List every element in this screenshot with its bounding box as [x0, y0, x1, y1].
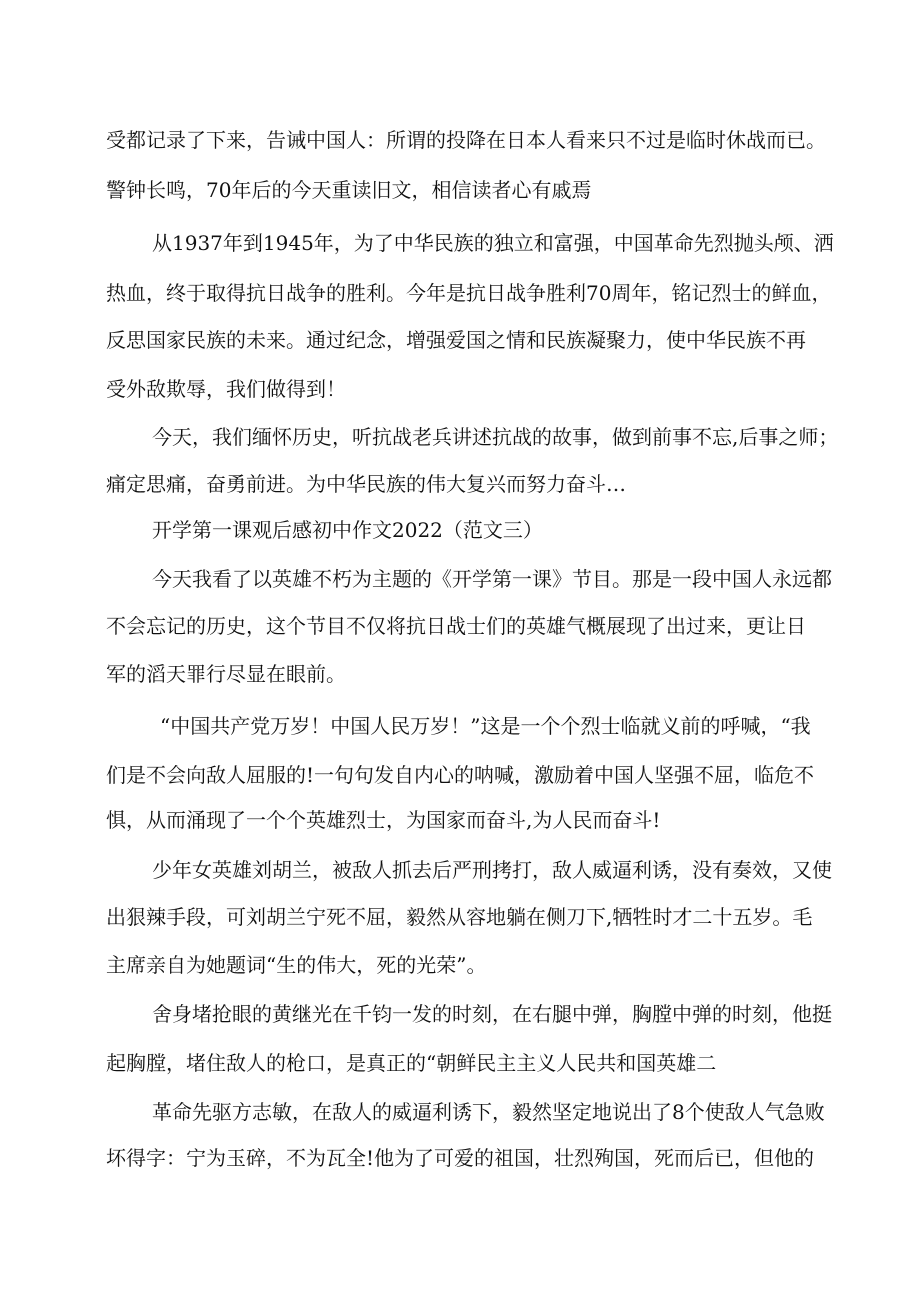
text-line: 痛定思痛，奋勇前进。为中华民族的伟大复兴而努力奋斗…: [106, 472, 626, 496]
text-line: 坏得字：宁为玉碎，不为瓦全!他为了可爱的祖国，壮烈殉国，死而后已，但他的: [106, 1146, 815, 1170]
paragraph-first-line: 革命先驱方志敏，在敌人的威逼利诱下，毅然坚定地说出了8个使敌人气急败: [152, 1100, 825, 1124]
paragraph-first-line: “中国共产党万岁！中国人民万岁！”这是一个个烈士临就义前的呼喊，“我: [160, 714, 811, 738]
text-line: 主席亲自为她题词“生的伟大，死的光荣”。: [106, 953, 487, 977]
text-line: 热血，终于取得抗日战争的胜利。今年是抗日战争胜利70周年，铭记烈士的鲜血，: [106, 281, 832, 305]
text-line: 不会忘记的历史，这个节目不仅将抗日战士们的英雄气概展现了出过来，更让日: [106, 614, 806, 638]
text-line: 起胸膛，堵住敌人的枪口，是真正的“朝鲜民主主义人民共和国英雄二: [106, 1051, 717, 1075]
section-heading: 开学第一课观后感初中作文2022（范文三）: [152, 518, 543, 542]
text-line: 受外敌欺辱，我们做得到！: [106, 377, 346, 401]
text-line: 反思国家民族的未来。通过纪念，增强爱国之情和民族凝聚力，使中华民族不再: [106, 328, 806, 352]
paragraph-first-line: 今天，我们缅怀历史，听抗战老兵讲述抗战的故事，做到前事不忘,后事之师；: [152, 425, 839, 449]
text-line: 受都记录了下来，告诫中国人：所谓的投降在日本人看来只不过是临时休战而已。: [106, 128, 826, 152]
text-line: 警钟长鸣，70年后的今天重读旧文，相信读者心有戚焉: [106, 178, 592, 202]
text-line: 惧，从而涌现了一个个英雄烈士，为国家而奋斗,为人民而奋斗!: [106, 808, 661, 832]
text-line: 们是不会向敌人屈服的!一句句发自内心的呐喊，激励着中国人坚强不屈，临危不: [106, 763, 815, 787]
text-line: 出狠辣手段，可刘胡兰宁死不屈，毅然从容地躺在侧刀下,牺牲时才二十五岁。毛: [106, 905, 813, 929]
paragraph-first-line: 舍身堵抢眼的黄继光在千钧一发的时刻，在右腿中弹，胸膛中弹的时刻，他挺: [152, 1002, 832, 1026]
paragraph-first-line: 少年女英雄刘胡兰，被敌人抓去后严刑拷打，敌人威逼利诱，没有奏效，又使: [152, 858, 832, 882]
paragraph-first-line: 从1937年到1945年，为了中华民族的独立和富强，中国革命先烈抛头颅、洒: [152, 231, 834, 255]
text-line: 军的滔天罪行尽显在眼前。: [106, 662, 346, 686]
paragraph-first-line: 今天我看了以英雄不朽为主题的《开学第一课》节目。那是一段中国人永远都: [152, 567, 832, 591]
